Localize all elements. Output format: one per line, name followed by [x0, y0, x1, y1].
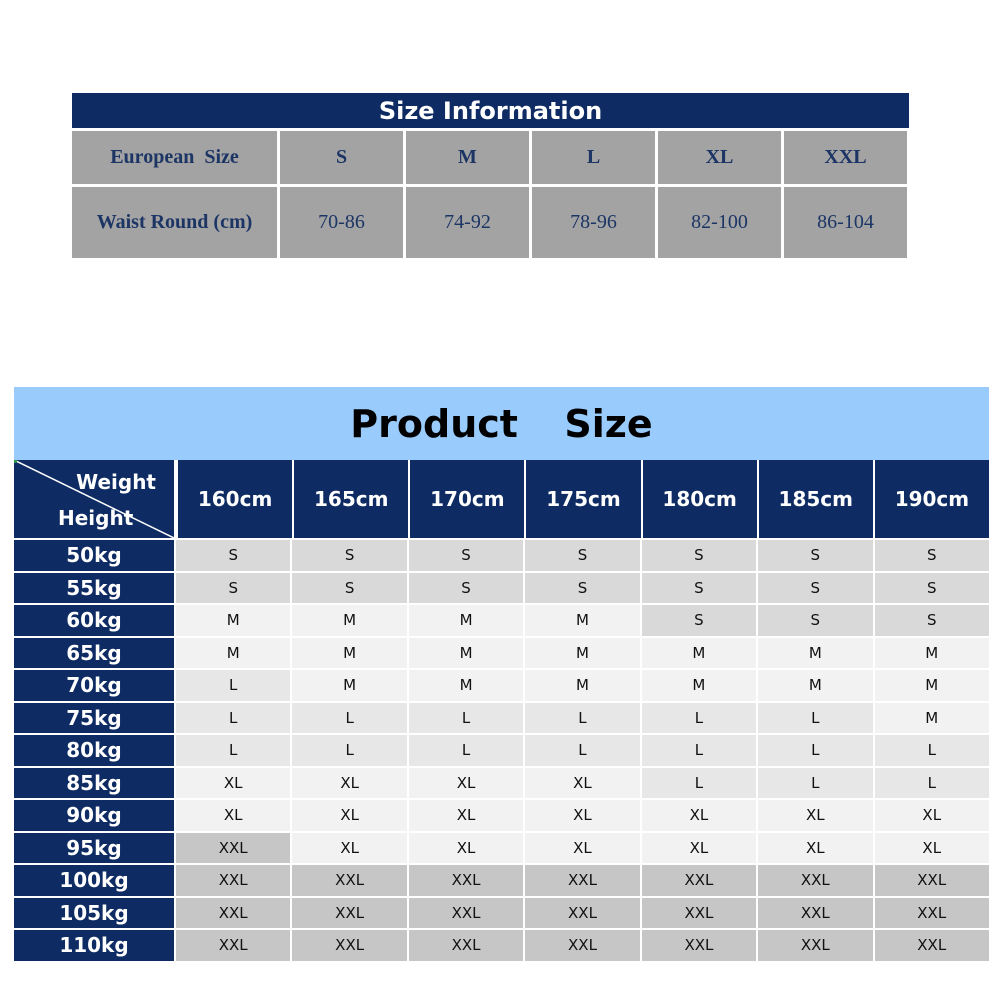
size-cell: XL — [407, 766, 523, 799]
size-cell: XXL — [640, 863, 756, 896]
size-cell: XL — [756, 798, 872, 831]
size-cell: M — [640, 636, 756, 669]
weight-label: 85kg — [14, 766, 176, 799]
size-cell: M — [873, 701, 989, 734]
size-cell: M — [290, 603, 406, 636]
corner-header — [14, 460, 176, 538]
size-header-row — [72, 131, 909, 184]
size-cell: XXL — [873, 896, 989, 929]
weight-label: 105kg — [14, 896, 176, 929]
height-header-cell: 170cm — [408, 460, 524, 538]
size-cell: XXL — [523, 928, 639, 961]
size-cell: M — [176, 636, 290, 669]
size-cell: XXL — [640, 928, 756, 961]
size-cell: XL — [523, 798, 639, 831]
size-cell: XXL — [523, 896, 639, 929]
size-cell: XL — [290, 766, 406, 799]
weight-row — [14, 928, 989, 961]
weight-label: 95kg — [14, 831, 176, 864]
size-cell: S — [407, 571, 523, 604]
size-cell: M — [523, 668, 639, 701]
waist-value-cell: 74-92 — [403, 187, 529, 258]
size-cell: XL — [290, 831, 406, 864]
waist-value-cell: 86-104 — [781, 187, 907, 258]
size-cell: XXL — [756, 896, 872, 929]
size-cell: S — [176, 571, 290, 604]
size-cell: L — [873, 733, 989, 766]
size-cell: M — [290, 636, 406, 669]
size-cell: XL — [756, 831, 872, 864]
size-cell: L — [407, 733, 523, 766]
size-header-cell: S — [277, 131, 403, 184]
size-cell: XXL — [290, 896, 406, 929]
size-cell: S — [407, 538, 523, 571]
height-corner-label: Height — [58, 506, 134, 530]
product-size-table — [14, 387, 989, 961]
size-cell: M — [290, 668, 406, 701]
weight-label: 70kg — [14, 668, 176, 701]
size-cell: XXL — [176, 831, 290, 864]
size-cell: M — [523, 603, 639, 636]
size-cell: L — [873, 766, 989, 799]
size-cell: M — [523, 636, 639, 669]
size-cell: XL — [640, 831, 756, 864]
weight-label: 55kg — [14, 571, 176, 604]
size-cell: XXL — [407, 928, 523, 961]
height-header-cell: 180cm — [641, 460, 757, 538]
size-header-cell: XXL — [781, 131, 907, 184]
size-cell: L — [290, 733, 406, 766]
size-cell: S — [756, 538, 872, 571]
size-cell: M — [873, 668, 989, 701]
size-cell: L — [640, 701, 756, 734]
height-header-cell: 190cm — [873, 460, 989, 538]
weight-row — [14, 896, 989, 929]
size-cell: XXL — [756, 928, 872, 961]
size-cell: M — [407, 603, 523, 636]
size-cell: S — [640, 538, 756, 571]
size-cell: L — [756, 701, 872, 734]
weight-label: 65kg — [14, 636, 176, 669]
size-cell: XXL — [640, 896, 756, 929]
waist-value-cell: 82-100 — [655, 187, 781, 258]
size-cell: XXL — [407, 896, 523, 929]
size-cell: XXL — [523, 863, 639, 896]
weight-corner-label: Weight — [76, 470, 156, 494]
size-cell: S — [176, 538, 290, 571]
size-cell: XL — [176, 766, 290, 799]
size-cell: XXL — [873, 928, 989, 961]
size-cell: S — [290, 538, 406, 571]
height-header-cell: 175cm — [524, 460, 640, 538]
size-cell: XL — [407, 798, 523, 831]
weight-row — [14, 798, 989, 831]
waist-row — [72, 184, 909, 258]
height-header-row — [14, 460, 989, 538]
size-cell: S — [756, 571, 872, 604]
size-cell: M — [640, 668, 756, 701]
size-cell: L — [640, 733, 756, 766]
weight-row — [14, 701, 989, 734]
size-cell: XL — [640, 798, 756, 831]
size-cell: XXL — [873, 863, 989, 896]
size-cell: M — [176, 603, 290, 636]
weight-row — [14, 636, 989, 669]
size-cell: XXL — [290, 863, 406, 896]
weight-row — [14, 766, 989, 799]
size-cell: M — [407, 668, 523, 701]
size-cell: S — [523, 571, 639, 604]
size-cell: S — [873, 603, 989, 636]
size-cell: XL — [290, 798, 406, 831]
size-header-cell: L — [529, 131, 655, 184]
size-cell: L — [523, 701, 639, 734]
size-information-title: Size Information — [72, 93, 909, 131]
size-cell: M — [873, 636, 989, 669]
height-header-cell: 165cm — [292, 460, 408, 538]
size-cell: L — [176, 733, 290, 766]
weight-label: 60kg — [14, 603, 176, 636]
weight-row — [14, 863, 989, 896]
size-cell: XXL — [756, 863, 872, 896]
weight-label: 110kg — [14, 928, 176, 961]
waist-round-label: Waist Round (cm) — [72, 187, 277, 258]
size-header-cell: M — [403, 131, 529, 184]
size-cell: S — [640, 603, 756, 636]
waist-value-cell: 78-96 — [529, 187, 655, 258]
weight-label: 50kg — [14, 538, 176, 571]
size-cell: L — [523, 733, 639, 766]
weight-row — [14, 668, 989, 701]
product-size-grid — [14, 460, 989, 961]
size-cell: XXL — [290, 928, 406, 961]
product-size-title: Product Size — [14, 387, 989, 460]
european-size-label: European Size — [72, 131, 277, 184]
size-cell: M — [407, 636, 523, 669]
weight-row — [14, 603, 989, 636]
size-cell: S — [873, 571, 989, 604]
size-cell: S — [640, 571, 756, 604]
size-cell: XL — [523, 766, 639, 799]
weight-label: 80kg — [14, 733, 176, 766]
weight-label: 75kg — [14, 701, 176, 734]
weight-row — [14, 571, 989, 604]
size-cell: L — [407, 701, 523, 734]
weight-label: 90kg — [14, 798, 176, 831]
size-cell: XXL — [176, 896, 290, 929]
size-cell: XL — [176, 798, 290, 831]
size-cell: L — [756, 766, 872, 799]
size-cell: L — [176, 701, 290, 734]
height-header-cell: 160cm — [176, 460, 292, 538]
size-cell: XL — [873, 798, 989, 831]
size-cell: S — [523, 538, 639, 571]
size-cell: S — [290, 571, 406, 604]
size-cell: M — [756, 636, 872, 669]
size-cell: XXL — [176, 863, 290, 896]
size-cell: XL — [873, 831, 989, 864]
size-cell: XXL — [407, 863, 523, 896]
size-cell: S — [756, 603, 872, 636]
size-cell: L — [756, 733, 872, 766]
size-cell: L — [290, 701, 406, 734]
size-information-table — [72, 93, 909, 258]
weight-label: 100kg — [14, 863, 176, 896]
weight-row — [14, 733, 989, 766]
weight-row — [14, 538, 989, 571]
size-header-cell: XL — [655, 131, 781, 184]
size-cell: L — [176, 668, 290, 701]
size-cell: S — [873, 538, 989, 571]
weight-row — [14, 831, 989, 864]
size-cell: XL — [407, 831, 523, 864]
size-cell: M — [756, 668, 872, 701]
size-cell: XXL — [176, 928, 290, 961]
height-header-cell: 185cm — [757, 460, 873, 538]
size-cell: XL — [523, 831, 639, 864]
size-cell: L — [640, 766, 756, 799]
waist-value-cell: 70-86 — [277, 187, 403, 258]
